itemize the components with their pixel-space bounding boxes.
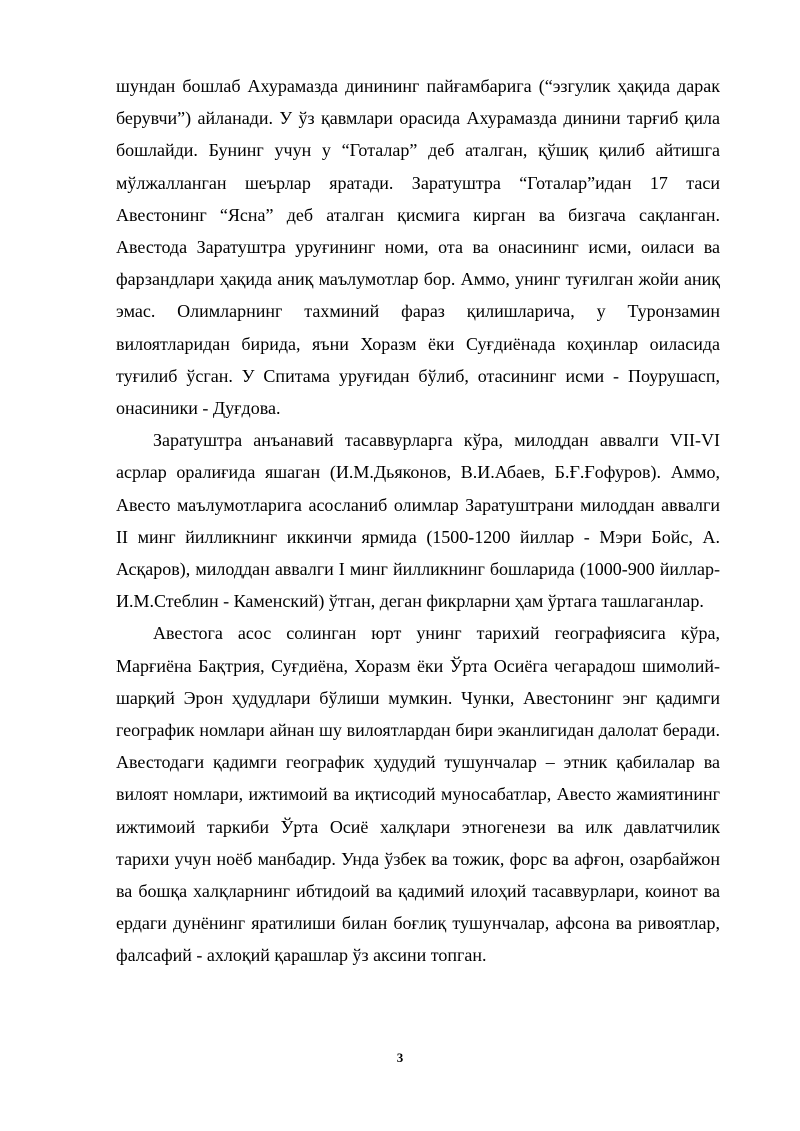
paragraph-avesta-geography: Авестога асос солинган юрт унинг тарихий географиясига кўра, Марғиёна Бақтрия, Суғдиёна, Хоразм ёки Ўрта Осиёга чегарадош шимолий-шарқий Эрон ҳудудлари бўлиши мумкин. Чунки, Авестонинг энг қадимги географик номлари айнан шу вилоятлардан бири эканлигидан далолат беради. Авестодаги қадимги географик ҳудудий тушунчалар – этник қабилалар ва вилоят номлари, ижтимоий ва иқтисодий муносабатлар, Авесто жамиятининг ижтимоий таркиби Ўрта Осиё халқлари этногенези ва илк давлатчилик тарихи учун ноёб манбадир. Унда ўзбек ва тожик, форс ва афғон, озарбайжон ва бошқа халқларнинг ибтидоий ва қадимий илоҳий тасаввурлари, коинот ва ердаги дунёнинг яратилиши билан боғлиқ тушунчалар, афсона ва ривоятлар, фалсафий - ахлоқий қарашлар ўз аксини топган. (116, 623, 720, 966)
document-page (116, 70, 720, 972)
page-number: 3 (396, 1050, 404, 1065)
paragraph-continuation: шундан бошлаб Ахурамазда динининг пайғамбарига (“эзгулик ҳақида дарак берувчи”) айланади. У ўз қавмлари орасида Ахурамазда динини тарғиб қила бошлайди. Бунинг учун у “Готалар” деб аталган, қўшиқ қилиб айтишга мўлжалланган шеърлар яратади. Заратуштра “Готалар”идан 17 таси Авестонинг “Ясна” деб аталган қисмига кирган ва бизгача сақланган. Авестода Заратуштра уруғининг номи, ота ва онасининг исми, оиласи ва фарзандлари ҳақида аниқ маълумотлар бор. Аммо, унинг туғилган жойи аниқ эмас. Олимларнинг тахминий фараз қилишларича, у Туронзамин вилоятларидан бирида, яъни Хоразм ёки Суғдиёнада коҳинлар оиласида туғилиб ўсган. У Спитама уруғидан бўлиб, отасининг исми - Поурушасп, онасиники - Дуғдова. (116, 76, 720, 419)
paragraph-zarathustra-dating: Заратуштра анъанавий тасаввурларга кўра, милоддан аввалги VII-VI асрлар оралиғида яшаган (И.М.Дьяконов, В.И.Абаев, Б.Ғ.Ғофуров). Аммо, Авесто маълумотларига асосланиб олимлар Заратуштрани милоддан аввалги II минг йилликнинг иккинчи ярмида (1500-1200 йиллар - Мэри Бойс, А. Асқаров), милоддан аввалги I минг йилликнинг бошларида (1000-900 йиллар-И.М.Стеблин - Каменский) ўтган, деган фикрларни ҳам ўртага ташлаганлар. (116, 430, 720, 612)
